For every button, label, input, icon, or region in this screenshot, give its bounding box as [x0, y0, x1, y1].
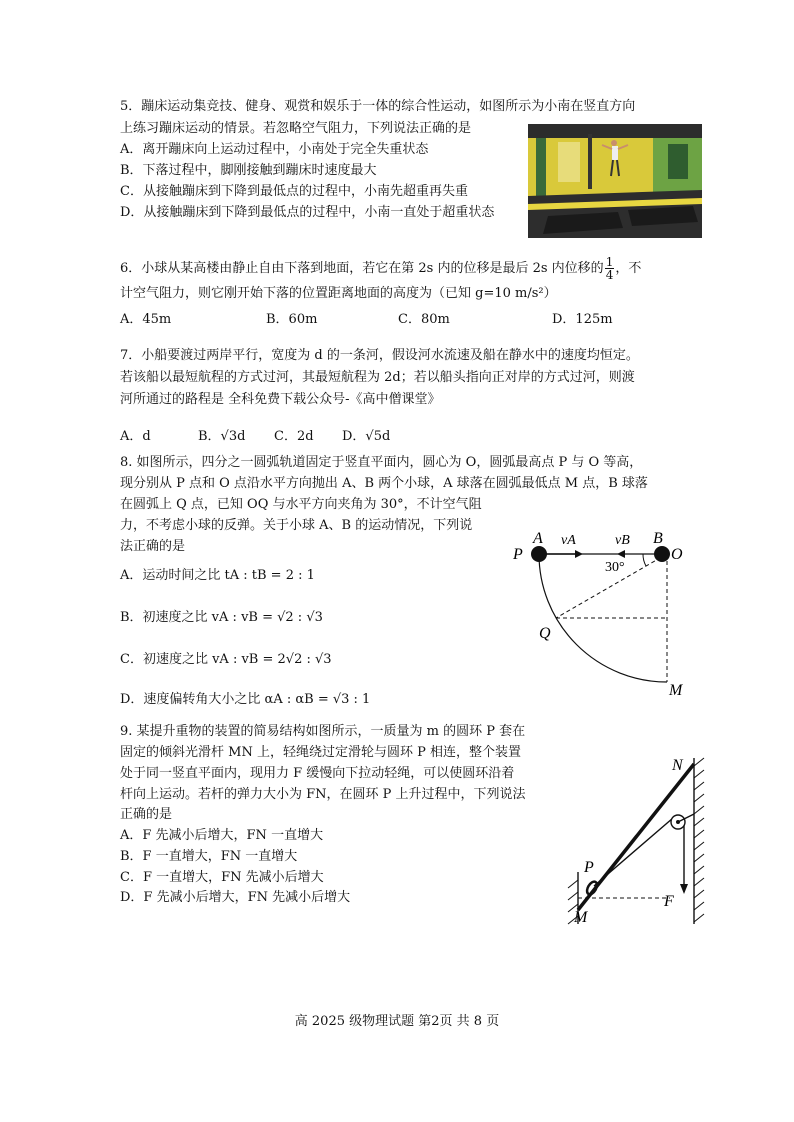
label-o: O: [671, 546, 683, 563]
q8-option-a: A．运动时间之比 tA : tB = 2 : 1: [120, 568, 315, 583]
label-m: M: [669, 682, 683, 699]
q9-stem-line5: 正确的是: [120, 807, 173, 822]
q8-option-d: D．速度偏转角大小之比 αA : αB = √3 : 1: [120, 692, 371, 707]
q5-option-b: B．下落过程中，脚刚接触到蹦床时速度最大: [120, 163, 377, 178]
q9-stem-line3: 处于同一竖直平面内，现用力 F 缓慢向下拉动轻绳，可以使圆环沿着: [120, 766, 515, 781]
q7-option-a: A．d: [120, 429, 151, 444]
label-angle: 30°: [605, 560, 625, 575]
q9-option-c: C．F 一直增大，FN 先减小后增大: [120, 870, 324, 885]
q7-option-c: C．2d: [274, 429, 314, 444]
label-vb: vB: [615, 533, 630, 548]
label-q: Q: [539, 625, 551, 642]
q9-stem-line4: 杆向上运动。若杆的弹力大小为 FN，在圆环 P 上升过程中，下列说法: [120, 787, 526, 802]
label-p: P: [513, 546, 523, 563]
q8-stem-line3: 在圆弧上 Q 点，已知 OQ 与水平方向夹角为 30°，不计空气阻: [120, 497, 482, 512]
q6-fraction: $\frac{1}{4}$: [605, 255, 614, 282]
q7-option-b: B．√3d: [198, 429, 246, 444]
q9-stem-line2: 固定的倾斜光滑杆 MN 上，轻绳绕过定滑轮与圆环 P 相连，整个装置: [120, 745, 521, 760]
q9-option-b: B．F 一直增大，FN 一直增大: [120, 849, 298, 864]
q8-option-c: C．初速度之比 vA : vB = 2√2 : √3: [120, 652, 332, 667]
q9-figure: [560, 752, 710, 927]
q5-option-c: C．从接触蹦床到下降到最低点的过程中，小南先超重再失重: [120, 184, 468, 199]
q9-option-a: A．F 先减小后增大，FN 一直增大: [120, 828, 324, 843]
q6-option-d: D．125m: [552, 312, 613, 327]
label-m: M: [574, 909, 588, 926]
ball-a: [531, 546, 547, 562]
q8-stem-line4: 力，不考虑小球的反弹。关于小球 A、B 的运动情况，下列说: [120, 518, 473, 533]
label-a: A: [533, 530, 543, 547]
label-n: N: [672, 757, 683, 774]
ball-b: [654, 546, 670, 562]
q8-option-b: B．初速度之比 vA : vB = √2 : √3: [120, 610, 323, 625]
q7-stem-line1: 7．小船要渡过两岸平行，宽度为 d 的一条河，假设河水流速及船在静水中的速度均恒定。: [120, 348, 639, 363]
q6-stem-line1: 6．小球从某高楼由静止自由下落到地面，若它在第 2s 内的位移是最后 2s 内位移的 $\frac{1}{4}$ ，不: [120, 255, 642, 282]
q5-option-a: A．离开蹦床向上运动过程中，小南处于完全失重状态: [120, 142, 429, 157]
label-b: B: [653, 530, 663, 547]
label-p: P: [584, 859, 594, 876]
q8-stem-line2: 现分别从 P 点和 O 点沿水平方向抛出 A、B 两个小球，A 球落在圆弧最低点 M 点，B 球落: [120, 476, 648, 491]
q8-stem-line1: 8. 如图所示，四分之一圆弧轨道固定于竖直平面内，圆心为 O，圆弧最高点 P 与 O 等高，: [120, 455, 643, 470]
q7-stem-line3: 河所通过的路程是 全科免费下载公众号-《高中僧课堂》: [120, 392, 441, 407]
q9-stem-line1: 9. 某提升重物的装置的简易结构如图所示，一质量为 m 的圆环 P 套在: [120, 724, 526, 739]
trampoline-photo: [528, 124, 702, 238]
q8-stem-line5: 法正确的是: [120, 539, 186, 554]
label-va: vA: [561, 533, 576, 548]
q8-figure: [505, 525, 705, 700]
q6-option-c: C．80m: [398, 312, 450, 327]
q5-stem-line2: 上练习蹦床运动的情景。若忽略空气阻力，下列说法正确的是: [120, 121, 472, 136]
q7-stem-line2: 若该船以最短航程的方式过河，其最短航程为 2d；若以船头指向正对岸的方式过河，则渡: [120, 370, 635, 385]
q6-option-a: A．45m: [120, 312, 172, 327]
page-footer: 高 2025 级物理试题 第2页 共 8 页: [294, 1014, 500, 1029]
q9-option-d: D．F 先减小后增大，FN 先减小后增大: [120, 890, 351, 905]
label-f: F: [664, 893, 674, 910]
q7-option-d: D．√5d: [342, 429, 391, 444]
q6-stem-line2: 计空气阻力，则它刚开始下落的位置距离地面的高度为（已知 g=10 m/s²）: [120, 286, 557, 301]
q5-option-d: D．从接触蹦床到下降到最低点的过程中，小南一直处于超重状态: [120, 205, 495, 220]
q5-stem-line1: 5．蹦床运动集竞技、健身、观赏和娱乐于一体的综合性运动，如图所示为小南在竖直方向: [120, 99, 636, 114]
ring-p: [585, 880, 599, 896]
q6-option-b: B．60m: [266, 312, 318, 327]
